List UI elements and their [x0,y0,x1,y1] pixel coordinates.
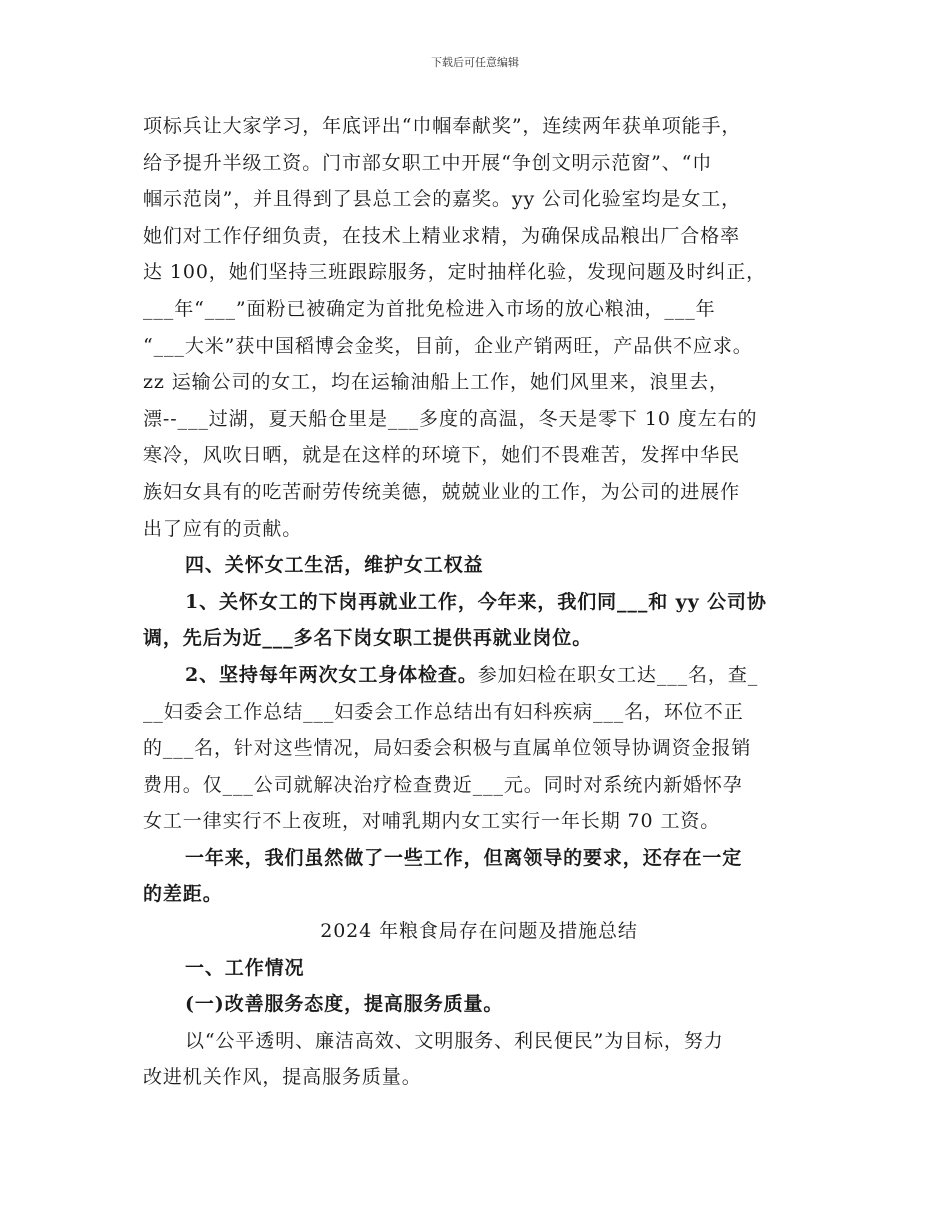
document-title: 2024 年粮食局存在问题及措施总结 [320,920,638,943]
body-line: 达 100，她们坚持三班跟踪服务，定时抽样化验，发现问题及时纠正， [143,261,767,284]
body-line: 的___名，针对这些情况，局妇委会积极与直属单位领导协调资金报销 [143,737,752,760]
body-line: “___大米”获中国稻博会金奖，目前，企业产销两旺，产品供不应求。 [143,334,753,357]
body-line: 1、关怀女工的下岗再就业工作，今年来，我们同___和 yy 公司协 [185,590,767,613]
section-heading: 一、工作情况 [185,956,305,979]
body-line: 她们对工作仔细负责，在技术上精业求精，为确保成品粮出厂合格率 [143,224,741,247]
subsection-heading: (一)改善服务态度，提高服务质量。 [185,993,504,1016]
body-line: 族妇女具有的吃苦耐劳传统美德，兢兢业业的工作，为公司的进展作 [143,480,741,503]
body-line: 漂--___过湖，夏天船仓里是___多度的高温，冬天是零下 10 度左右的 [143,407,758,430]
bold-lead: 2、坚持每年两次女工身体检查。 [185,663,478,686]
body-line: 的差距。 [143,883,223,906]
body-line [143,657,815,694]
body-line: 出了应有的贡献。 [143,517,303,540]
body-line: zz 运输公司的女工，均在运输油船上工作，她们风里来，浪里去， [143,371,729,394]
section-heading: 四、关怀女工生活，维护女工权益 [185,554,484,577]
body-line: 寒冷，风吹日晒，就是在这样的环境下，她们不畏难苦，发挥中华民 [143,444,741,467]
body-line: __妇委会工作总结___妇委会工作总结出有妇科疾病___名，环位不正 [143,700,744,723]
body-line: 女工一律实行不上夜班，对哺乳期内女工实行一年长期 70 工资。 [143,810,721,833]
body-line: 费用。仅___公司就解决治疗检查费近___元。同时对系统内新婚怀孕 [143,773,743,796]
body-line: 给予提升半级工资。门市部女职工中开展“争创文明示范窗”、“巾 [143,151,713,174]
body-line: 以“公平透明、廉洁高效、文明服务、利民便民”为目标，努力 [185,1029,724,1052]
page-header: 下载后可任意编辑 [431,56,519,69]
body-text: 参加妇检在职女工达___名，查_ [477,663,759,686]
body-line: 一年来，我们虽然做了一些工作，但离领导的要求，还存在一定 [185,846,743,869]
body-line: 改进机关作风，提高服务质量。 [143,1066,422,1089]
body-line: 项标兵让大家学习，年底评出“巾帼奉献奖”，连续两年获单项能手， [143,115,742,137]
document-body [143,108,815,1096]
body-line: 帼示范岗”，并且得到了县总工会的嘉奖。yy 公司化验室均是女工， [143,188,742,211]
body-line: ___年“___”面粉已被确定为首批免检进入市场的放心粮油，___年 [143,297,716,320]
body-line: 调，先后为近___多名下岗女职工提供再就业岗位。 [143,627,593,650]
